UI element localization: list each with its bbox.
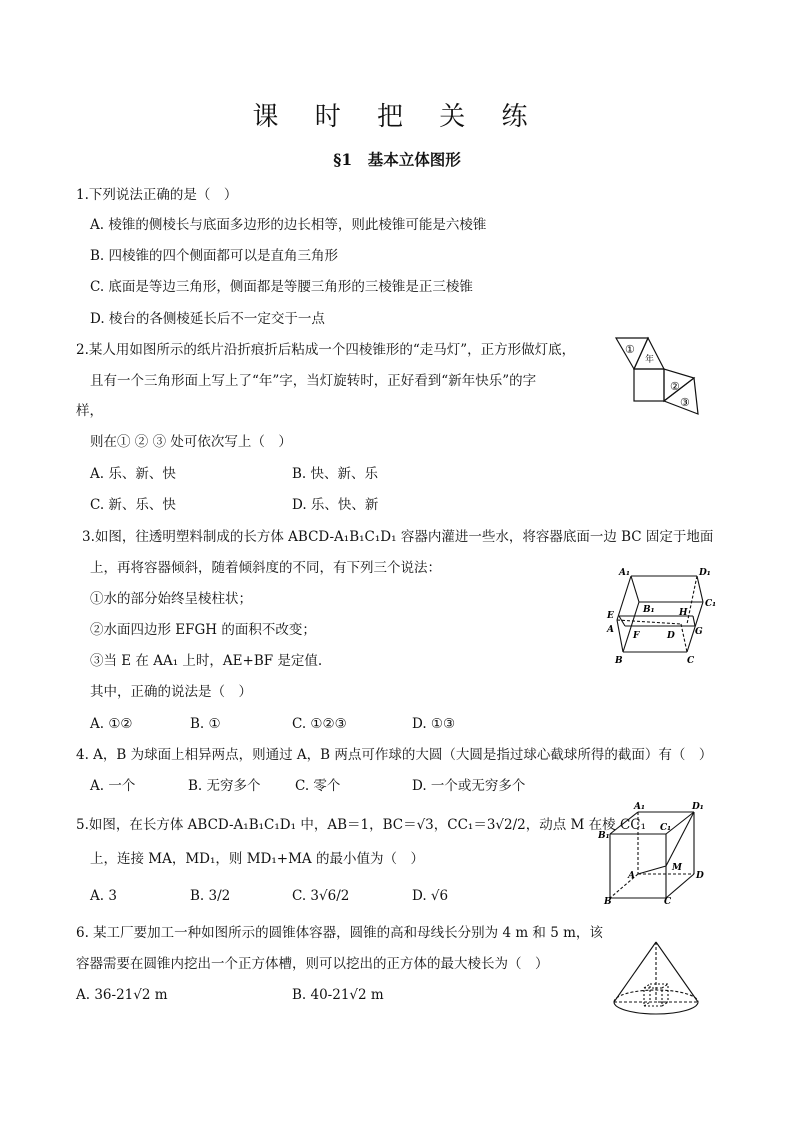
question-stem-line1: 5.如图，在长方体 ABCD-A₁B₁C₁D₁ 中，AB＝1，BC＝√3，CC₁＝3√2/2，动点 M 在棱 CC₁ xyxy=(76,817,647,833)
section-title: §1 基本立体图形 xyxy=(333,150,461,169)
label-D1: D₁ xyxy=(692,802,704,812)
option-b: B. 无穷多个 xyxy=(188,778,261,794)
question-stem-line2: 且有一个三角形面上写上了“年”字，当灯旋转时，正好看到“新年快乐”的字 xyxy=(90,373,537,389)
option-d: D. 乐、快、新 xyxy=(292,497,379,513)
option-c: C. 3√6/2 xyxy=(292,888,350,904)
question-stem-line1: 3.如图，往透明塑料制成的长方体 ABCD-A₁B₁C₁D₁ 容器内灌进一些水，将容器底面一边 BC 固定于地面 xyxy=(82,529,714,545)
question-ask: 其中，正确的说法是（ ） xyxy=(90,684,252,700)
option-b: B. 快、新、乐 xyxy=(292,466,379,482)
option-d: D. 棱台的各侧棱延长后不一定交于一点 xyxy=(90,311,325,327)
label-A: A xyxy=(607,625,614,635)
lantern-net-figure xyxy=(612,334,706,420)
option-d: D. ①③ xyxy=(412,716,456,732)
label-B1: B₁ xyxy=(598,831,610,841)
question-stem: 1.下列说法正确的是（ ） xyxy=(76,187,238,203)
statement-1: ①水的部分始终呈棱柱状； xyxy=(90,591,252,607)
statement-3: ③当 E 在 AA₁ 上时，AE+BF 是定值. xyxy=(90,653,323,669)
label-A: A xyxy=(628,871,635,881)
option-a: A. 棱锥的侧棱长与底面多边形的边长相等，则此棱锥可能是六棱锥 xyxy=(90,217,487,233)
label-circle-1: ① xyxy=(625,343,635,356)
label-B: B xyxy=(615,656,623,666)
option-b: B. 四棱锥的四个侧面都可以是直角三角形 xyxy=(90,248,339,264)
option-c: C. 零个 xyxy=(295,778,341,794)
label-F: F xyxy=(633,631,640,641)
question-stem-line2: 上，再将容器倾斜，随着倾斜度的不同，有下列三个说法： xyxy=(90,560,441,576)
option-b: B. ① xyxy=(190,716,221,732)
option-d: D. √6 xyxy=(412,888,449,904)
question-stem-line1: 6. 某工厂要加工一种如图所示的圆锥体容器，圆锥的高和母线长分别为 4 m 和 5 m，该 xyxy=(76,925,603,941)
option-a: A. 36-21√2 m xyxy=(76,987,168,1003)
label-D1: D₁ xyxy=(699,568,711,578)
label-circle-2: ② xyxy=(670,380,680,393)
option-a: A. 3 xyxy=(90,888,117,904)
label-A1: A₁ xyxy=(619,568,630,578)
label-circle-3: ③ xyxy=(680,396,690,409)
page-title: 课 时 把 关 练 xyxy=(252,102,542,132)
label-C: C xyxy=(664,897,672,904)
question-stem-line3: 样， xyxy=(76,403,103,419)
option-c: C. ①②③ xyxy=(292,716,347,732)
label-B: B xyxy=(604,897,612,904)
option-b: B. 40-21√2 m xyxy=(292,987,384,1003)
label-H: H xyxy=(679,608,688,618)
question-stem-line4: 则在① ② ③ 处可依次写上（ ） xyxy=(90,434,292,450)
option-c: C. 新、乐、快 xyxy=(90,497,176,513)
option-a: A. 乐、新、快 xyxy=(90,466,176,482)
option-a: A. 一个 xyxy=(90,778,136,794)
label-C1: C₁ xyxy=(660,823,672,833)
label-G: G xyxy=(695,627,703,637)
label-B1: B₁ xyxy=(643,605,655,615)
label-A1: A₁ xyxy=(634,802,645,812)
question-stem-line1: 2.某人用如图所示的纸片沿折痕折后粘成一个四棱锥形的“走马灯”，正方形做灯底， xyxy=(76,342,576,358)
option-c: C. 底面是等边三角形，侧面都是等腰三角形的三棱锥是正三棱锥 xyxy=(90,279,473,295)
question-stem-line2: 上，连接 MA，MD₁，则 MD₁+MA 的最小值为（ ） xyxy=(90,851,424,867)
tilted-box-figure xyxy=(605,566,717,668)
label-nian: 年 xyxy=(645,355,655,365)
label-D: D xyxy=(696,871,704,881)
cone-figure xyxy=(608,938,704,1020)
label-C: C xyxy=(687,656,695,666)
option-b: B. 3/2 xyxy=(190,888,231,904)
label-D: D xyxy=(667,631,675,641)
question-stem-line2: 容器需要在圆锥内挖出一个正方体槽，则可以挖出的正方体的最大棱长为（ ） xyxy=(76,956,549,972)
label-E: E xyxy=(607,611,614,621)
cuboid-figure xyxy=(598,800,710,904)
statement-2: ②水面四边形 EFGH 的面积不改变； xyxy=(90,622,316,638)
option-d: D. 一个或无穷多个 xyxy=(412,778,526,794)
option-a: A. ①② xyxy=(90,716,133,732)
question-stem: 4. A，B 为球面上相异两点，则通过 A，B 两点可作球的大圆（大圆是指过球心截球所得的截面）有（ ） xyxy=(76,747,713,763)
label-C1: C₁ xyxy=(705,599,717,609)
label-M: M xyxy=(672,863,682,873)
